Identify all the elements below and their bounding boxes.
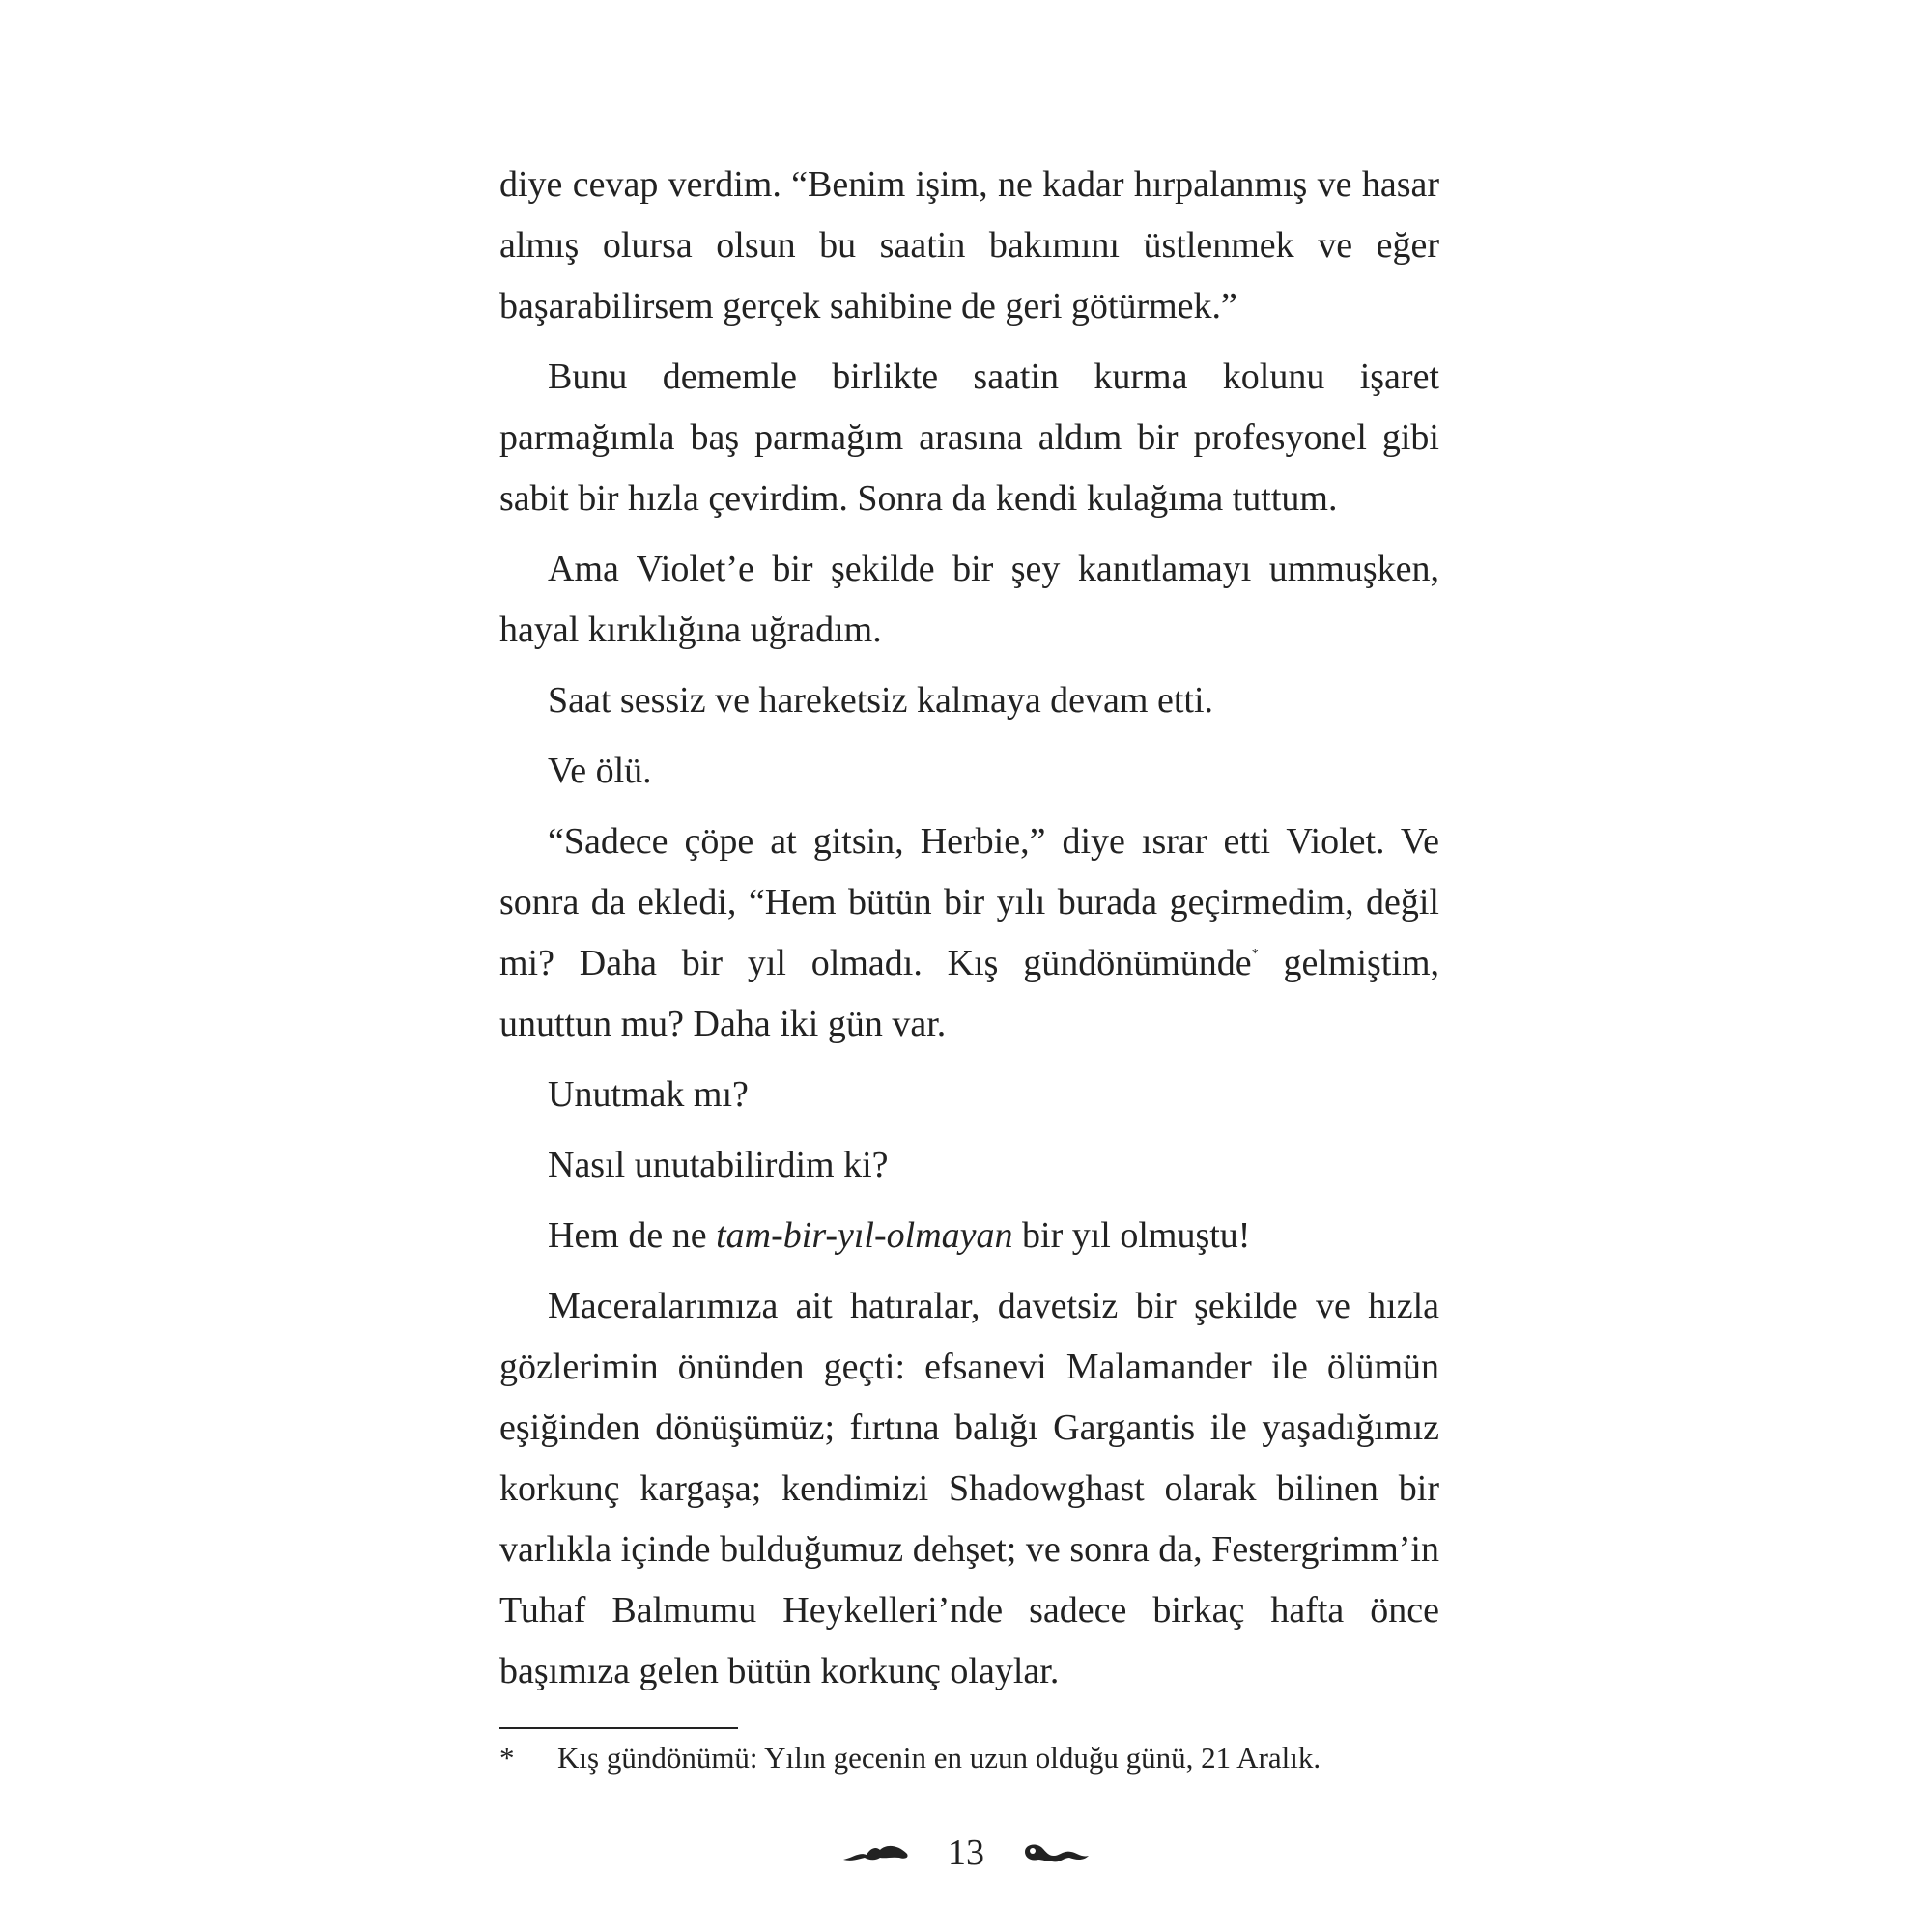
- footnote-divider: [499, 1727, 738, 1729]
- paragraph: Ve ölü.: [548, 751, 652, 791]
- paragraph-text: gelmiştim, unuttun mu? Daha iki gün var.: [499, 943, 1440, 1044]
- paragraph-text: bir yıl olmuştu!: [1012, 1215, 1251, 1256]
- paragraph: Bunu dememle birlikte saatin kurma kolunu işaret parmağımla baş parmağım arasına aldım bir profesyonel gibi sabit bir hızla çevirdim. Sonra da kendi kulağıma tuttum.: [499, 356, 1439, 519]
- paragraph: diye cevap verdim. “Benim işim, ne kadar hırpalanmış ve hasar almış olursa olsun bu saatin bakımını üstlenmek ve eğer başarabilirsem gerçek sahibine de geri götürmek.”: [499, 164, 1439, 327]
- italic-phrase: tam-bir-yıl-olmayan: [716, 1215, 1013, 1256]
- paragraph: [499, 811, 1439, 1055]
- footnote-text: Kış gündönümü: Yılın gecenin en uzun olduğu günü, 21 Aralık.: [557, 1741, 1321, 1775]
- paragraph: [499, 1206, 1439, 1266]
- page-footer: [0, 1832, 1932, 1874]
- body-text: [499, 155, 1439, 1712]
- paragraph: Saat sessiz ve hareketsiz kalmaya devam etti.: [548, 680, 1214, 721]
- paragraph: Unutmak mı?: [548, 1074, 749, 1115]
- page-number: 13: [948, 1833, 984, 1873]
- paragraph: Nasıl unutabilirdim ki?: [548, 1145, 889, 1185]
- footnote: [499, 1737, 1439, 1779]
- footnote-marker: *: [1251, 947, 1259, 961]
- sea-serpent-tail-ornament-icon: [841, 1838, 911, 1867]
- paragraph: Ama Violet’e bir şekilde bir şey kanıtlamayı ummuşken, hayal kırıklığına uğradım.: [499, 549, 1439, 650]
- sea-serpent-head-ornament-icon: [1021, 1838, 1091, 1867]
- paragraph-text: Hem de ne: [548, 1215, 717, 1256]
- footnote-marker: *: [499, 1741, 515, 1775]
- paragraph: Maceralarımıza ait hatıralar, davetsiz bir şekilde ve hızla gözlerimin önünden geçti: efsanevi Malamander ile ölümün eşiğinden dönüşümüz; fırtına balığı Gargantis ile yaşadığımız korkunç kargaşa; kendimizi Shadowghast olarak bilinen bir varlıkla içinde bulduğumuz dehşet; ve sonra da, Festergrimm’in Tuhaf Balmumu Heykelleri’nde sadece birkaç hafta önce başımıza gelen bütün korkunç olaylar.: [499, 1286, 1439, 1691]
- paragraph-text: “Sadece çöpe at gitsin, Herbie,” diye ısrar etti Violet. Ve sonra da ekledi, “Hem bütün bir yılı burada geçirmedim, değil mi? Daha bir yıl olmadı. Kış gündönümünde: [499, 821, 1439, 983]
